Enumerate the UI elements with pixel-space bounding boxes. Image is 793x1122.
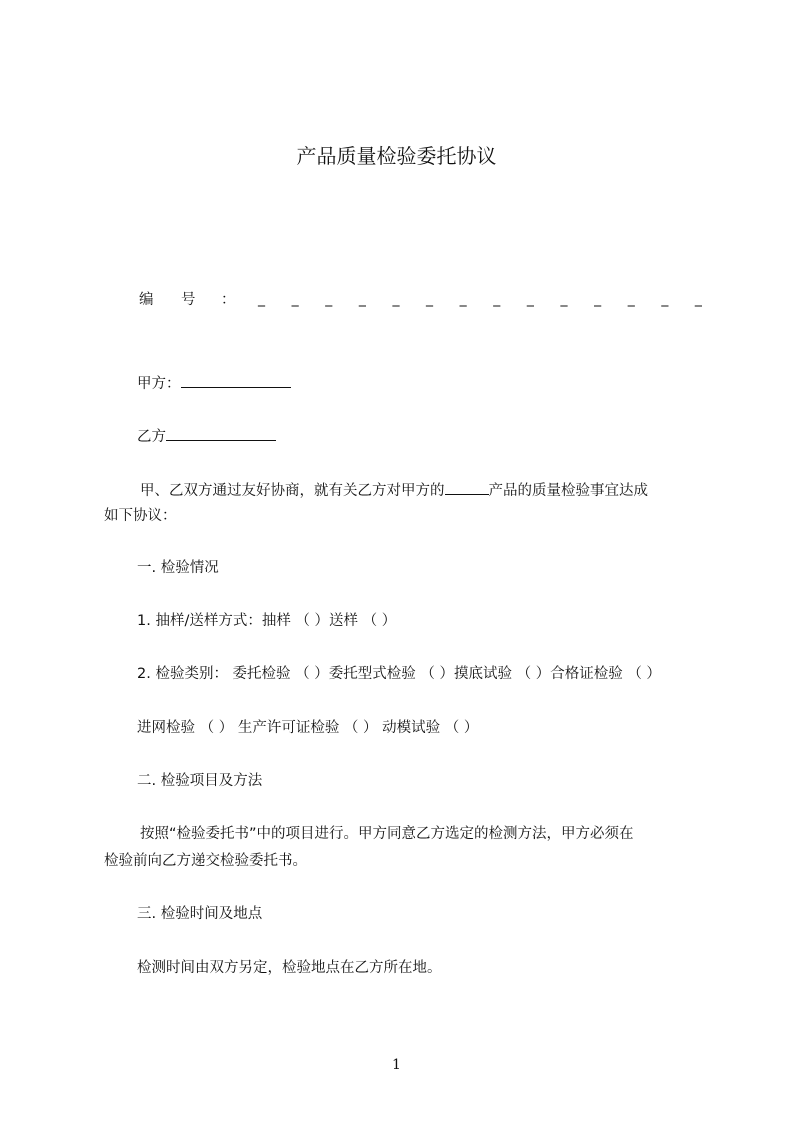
section-2-line-1: 按照“检验委托书”中的项目进行。甲方同意乙方选定的检测方法，甲方必须在: [140, 826, 634, 842]
section-3-text: 检测时间由双方另定，检验地点在乙方所在地。: [137, 960, 442, 976]
section-2-heading: 二. 检验项目及方法: [137, 773, 263, 789]
intro-line-2: 如下协议：: [104, 508, 177, 524]
intro-line-1: 甲、乙双方通过友好协商，就有关乙方对甲方的 产品的质量检验事宜达成: [140, 479, 648, 501]
number-label-char: ：: [221, 292, 236, 308]
party-a-label: 甲方：: [137, 376, 181, 392]
sampling-method-item: 1. 抽样/送样方式：抽样 （ ）送样 （ ）: [137, 613, 397, 629]
section-2-line-2: 检验前向乙方递交检验委托书。: [104, 853, 307, 869]
section-3-heading: 三. 检验时间及地点: [137, 906, 263, 922]
party-b-line: [137, 425, 276, 447]
page-number: 1: [392, 1057, 401, 1073]
section-1-heading: 一. 检验情况: [137, 560, 219, 576]
party-a-line: [137, 372, 291, 394]
party-b-blank[interactable]: [166, 425, 276, 441]
party-b-label: 乙方: [137, 429, 166, 445]
number-blank[interactable]: _ _ _ _ _ _ _ _ _ _ _ _ _ _: [258, 291, 702, 307]
number-label-char: 号: [181, 292, 196, 308]
inspection-category-item: 2. 检验类别： 委托检验 （ ）委托型式检验 （ ）摸底试验 （ ）合格证检验 （ ）: [137, 666, 661, 682]
inspection-category-continued: 进网检验 （ ） 生产许可证检验 （ ） 动模试验 （ ）: [137, 720, 479, 736]
party-a-blank[interactable]: [181, 372, 291, 388]
number-label-char: 编: [139, 292, 154, 308]
product-name-blank[interactable]: [445, 479, 489, 495]
document-title: 产品质量检验委托协议: [296, 144, 497, 168]
